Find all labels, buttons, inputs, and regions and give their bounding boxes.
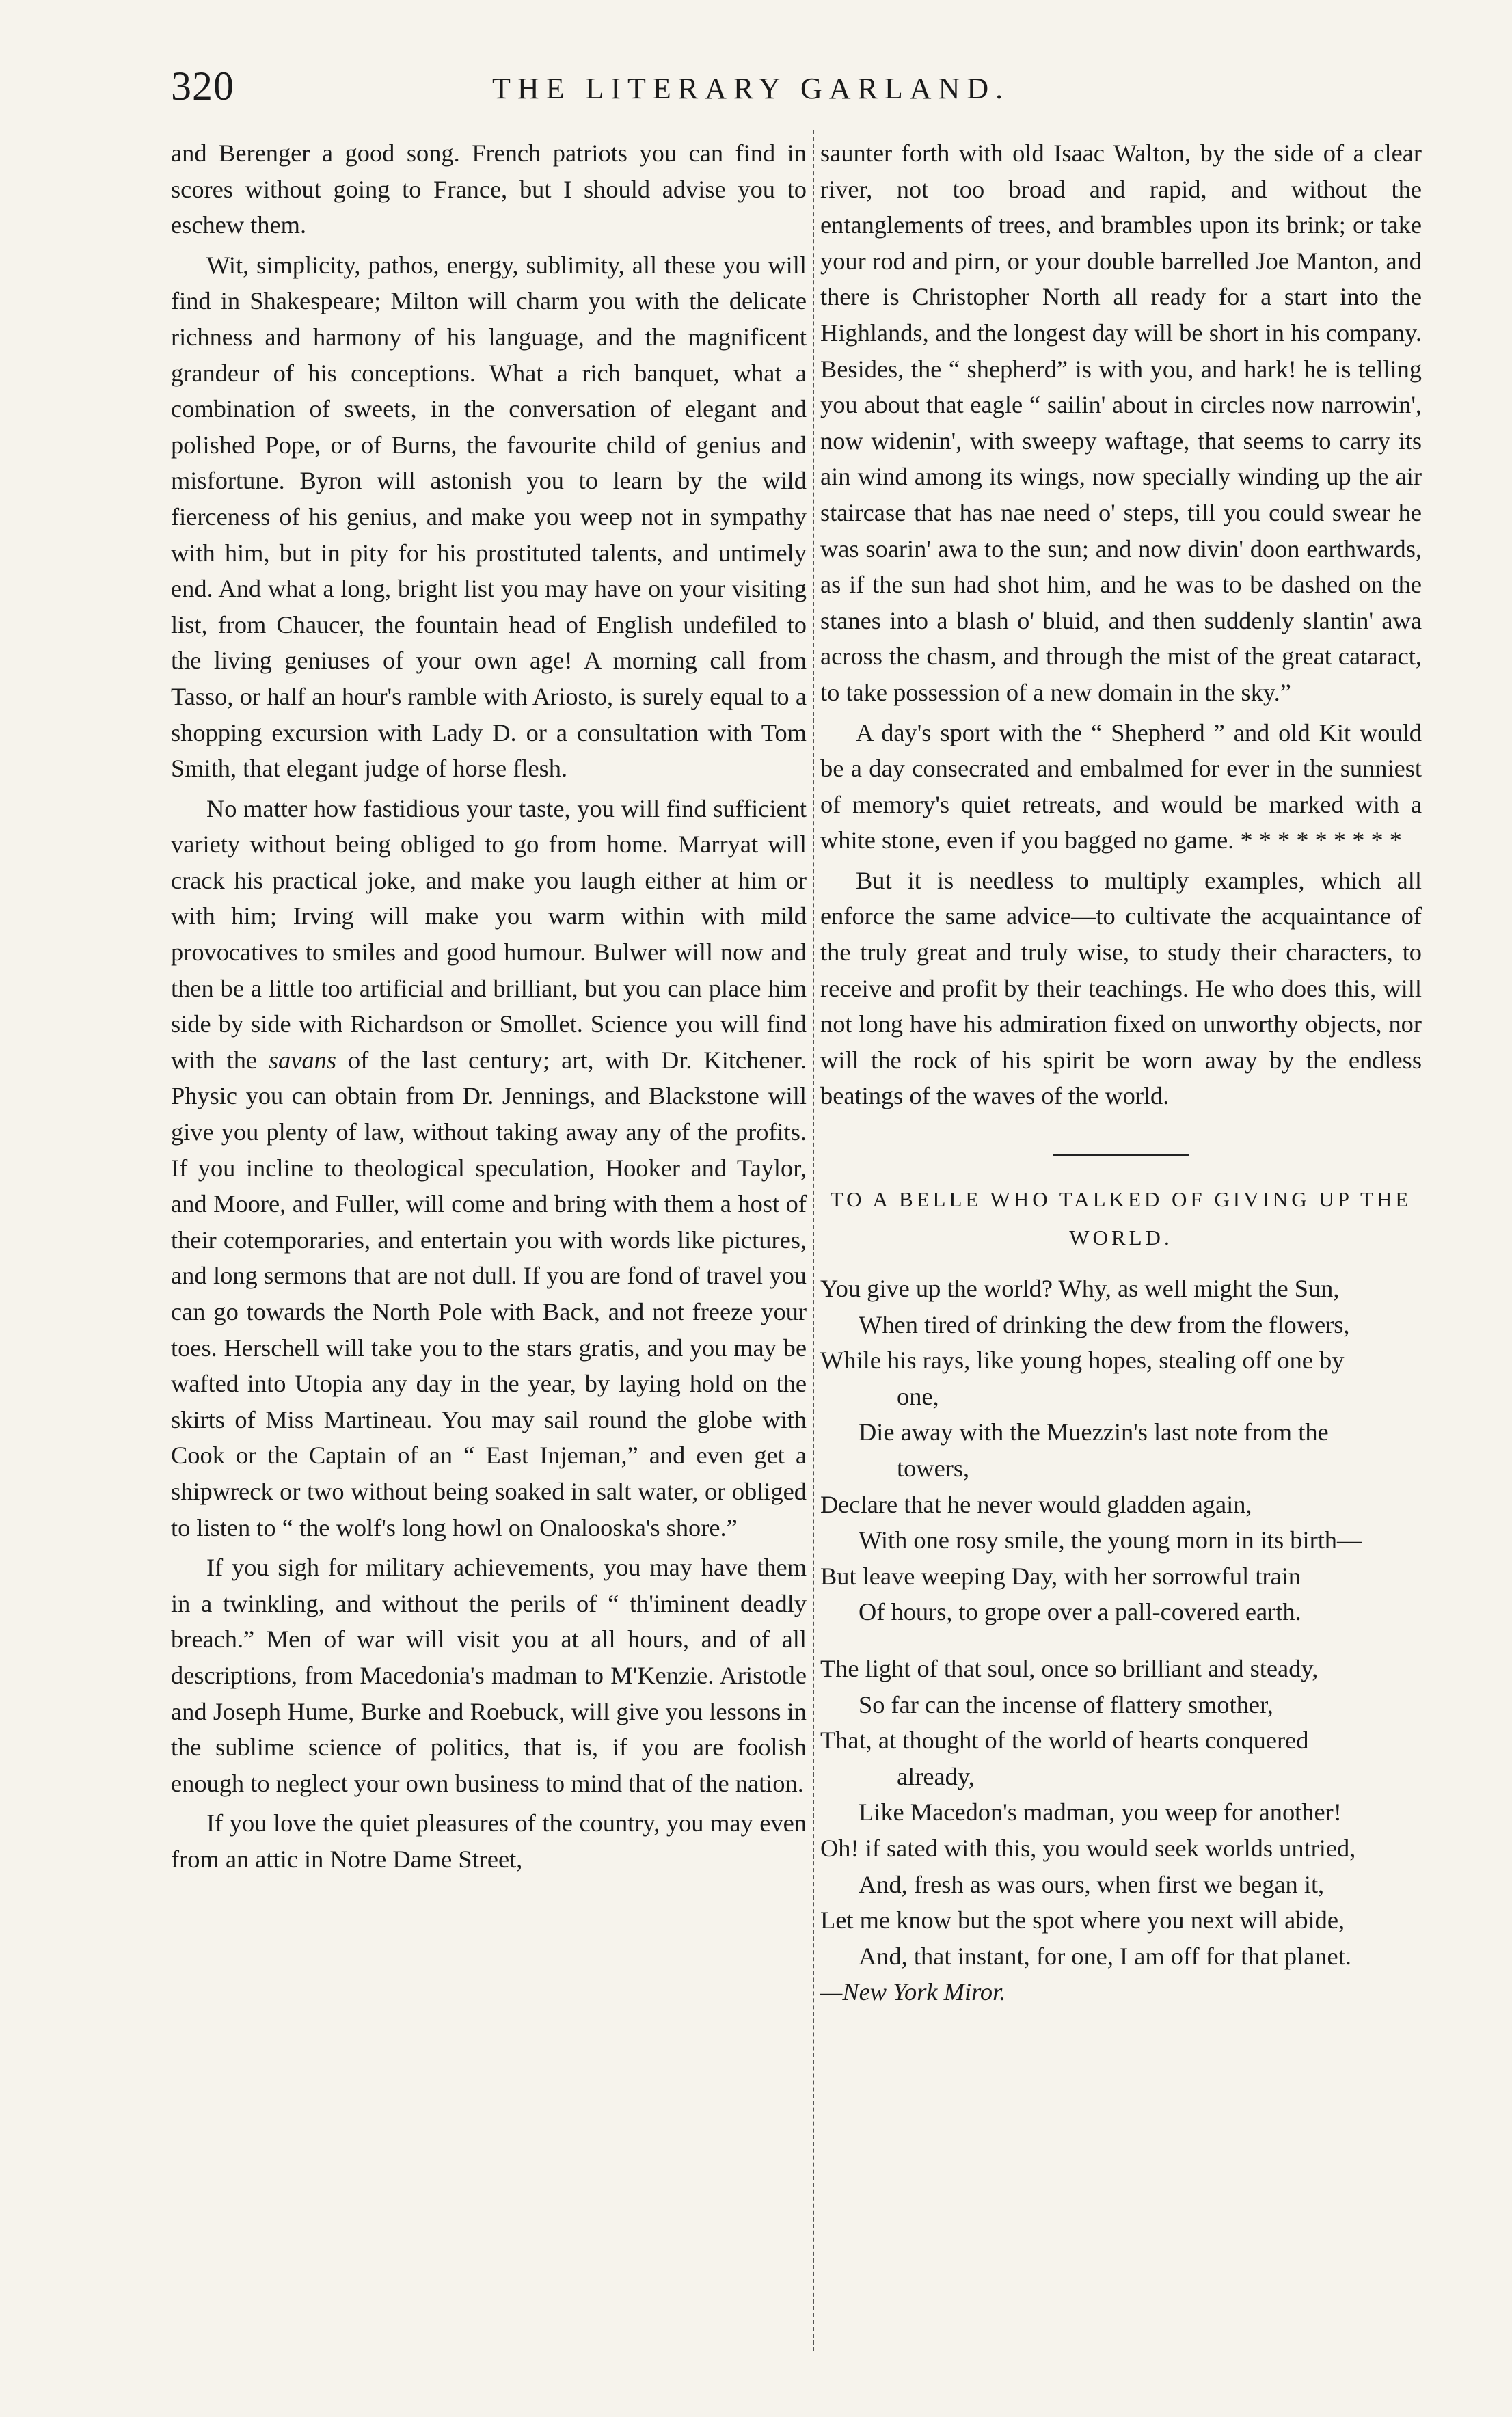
poem-line: already, — [897, 1762, 975, 1790]
poem-title: TO A BELLE WHO TALKED OF GIVING UP THE WORLD. — [830, 1187, 1412, 1250]
poem-line: one, — [897, 1382, 939, 1410]
running-title: THE LITERARY GARLAND. — [492, 72, 1010, 105]
poem-source: —New York Miror. — [820, 1978, 1006, 2006]
paragraph: and Berenger a good song. French patriots you can find in scores without going to France, but I should advise you to eschew them. — [171, 139, 807, 239]
poem-line: But leave weeping Day, with her sorrowful train — [820, 1562, 1301, 1590]
poem-line: So far can the incense of flattery smother, — [859, 1690, 1273, 1718]
column-divider — [813, 130, 814, 2351]
paragraph — [820, 715, 1422, 859]
poem-line: When tired of drinking the dew from the flowers, — [859, 1310, 1350, 1338]
paragraph: But it is needless to multiply examples, which all enforce the same advice—to cultivate the acquaintance of the truly great and truly wise, to study their characters, to receive and profit by their teachings. He who does this, will not long have his admiration fixed on unworthy objects, nor will the rock of his spirit be worn away by the endless beatings of the waves of the world. — [820, 866, 1422, 1110]
italic-word: savans — [268, 1046, 337, 1074]
poem-line: Declare that he never would gladden again, — [820, 1490, 1252, 1518]
poem-line: Oh! if sated with this, you would seek worlds untried, — [820, 1834, 1356, 1862]
paragraph-text: of the last century; art, with Dr. Kitchener. Physic you can obtain from Dr. Jennings, and Blackstone will give you plenty of law, without taking away any of the profits. If you incline to theological speculation, Hooker and Taylor, and Moore, and Fuller, will come and bring with them a host of their cotemporaries, and entertain you with words like pictures, and long sermons that are not dull. If you are fond of travel you can go towards the North Pole with Back, and not freeze your toes. Herschell will take you to the stars gratis, and you may be wafted into Utopia any day in the year, by laying hold on the skirts of Miss Martineau. You may sail round the globe with Cook or the Captain of an “ East Injeman,” and even get a shipwreck or two without being soaked in salt water, or obliged to listen to “ the wolf's long howl on Onalooska's shore.” — [171, 1046, 807, 1541]
right-column — [820, 135, 1422, 2031]
poem-line: And, fresh as was ours, when first we began it, — [859, 1870, 1325, 1898]
paragraph: Wit, simplicity, pathos, energy, sublimity, all these you will find in Shakespeare; Milton will charm you with the delicate richness and harmony of his language, and the magnificent grandeur of his conceptions. What a rich banquet, what a combination of sweets, in the conversation of elegant and polished Pope, or of Burns, the favourite child of genius and misfortune. Byron will astonish you to learn by the wild fierceness of his genius, and make you weep not in sympathy with him, but in pity for his prostituted talents, and untimely end. And what a long, bright list you may have on your visiting list, from Chaucer, the fountain head of English undefiled to the living geniuses of your own age! A morning call from Tasso, or half an hour's ramble with Ariosto, is surely equal to a shopping excursion with Lady D. or a consultation with Tom Smith, that elegant judge of horse flesh. — [171, 251, 807, 783]
poem-line: Let me know but the spot where you next will abide, — [820, 1906, 1345, 1934]
poem-line: Of hours, to grope over a pall-covered earth. — [859, 1598, 1301, 1626]
poem-line: And, that instant, for one, I am off for that planet. — [859, 1942, 1351, 1970]
poem-line: towers, — [897, 1455, 970, 1482]
paragraph: saunter forth with old Isaac Walton, by the side of a clear river, not too broad and rapid, and without the entanglements of trees, and brambles upon its brink; or take your rod and pirn, or your double barrelled Joe Manton, and there is Christopher North all ready for a start into the Highlands, and the longest day will be short in his company. Besides, the “ shepherd” is with you, and hark! he is telling you about that eagle “ sailin' about in circles now narrowin', now widenin', with sweepy waftage, that seems to carry its ain wind among its wings, now specially winding up the air staircase that has nae need o' steps, till you could swear he was soarin' awa to the sun; and now divin' doon earthwards, as if the sun had shot him, and he was to be dashed on the stanes into a blash o' bluid, and then suddenly slantin' awa across the chasm, and through the mist of the great cataract, to take possession of a new domain in the sky.” — [820, 139, 1422, 706]
paragraph: If you love the quiet pleasures of the country, you may even from an attic in Notre Dame Street, — [171, 1809, 807, 1873]
poem-line: You give up the world? Why, as well might the Sun, — [820, 1275, 1340, 1303]
left-column — [171, 135, 807, 1878]
page-header — [171, 63, 1347, 118]
poem-line: Like Macedon's madman, you weep for another! — [859, 1798, 1342, 1826]
paragraph: If you sigh for military achievements, you may have them in a twinkling, and without the perils of “ th'iminent deadly breach.” Men of war will visit you at all hours, and of all descriptions, from Macedonia's madman to M'Kenzie. Aristotle and Joseph Hume, Burke and Roebuck, will give you lessons in the sublime science of politics, that is, if you are foolish enough to neglect your own business to mind that of the nation. — [171, 1554, 807, 1797]
page-number: 320 — [171, 64, 234, 109]
paragraph-text: A day's sport with the “ Shepherd ” and old Kit would be a day consecrated and embalmed for ever in the sunniest of memory's quiet retreats, and would be marked with a white stone, even if you bagged no game. — [820, 718, 1422, 854]
poem-stanza-2 — [820, 1651, 1422, 2010]
poem-line: With one rosy smile, the young morn in its birth— — [859, 1526, 1362, 1554]
poem-line: Die away with the Muezzin's last note from the — [859, 1418, 1329, 1446]
poem-line: That, at thought of the world of hearts conquered — [820, 1727, 1309, 1755]
asterisks: * * * * * * * * * — [1240, 826, 1402, 854]
poem-line: While his rays, like young hopes, stealing off one by — [820, 1347, 1345, 1375]
section-divider — [1053, 1154, 1189, 1156]
poem-line: The light of that soul, once so brilliant and steady, — [820, 1654, 1319, 1682]
poem-stanza-1 — [820, 1271, 1422, 1630]
paragraph — [171, 791, 807, 1545]
paragraph-text: No matter how fastidious your taste, you will find sufficient variety without being obliged to go from home. Marryat will crack his practical joke, and make you laugh either at him or with him; Irving will make you warm within with mild provocatives to smiles and good humour. Bulwer will now and then be a little too artificial and brilliant, but you can place him side by side with Richardson or Smollet. Science you will find with the — [171, 794, 807, 1074]
